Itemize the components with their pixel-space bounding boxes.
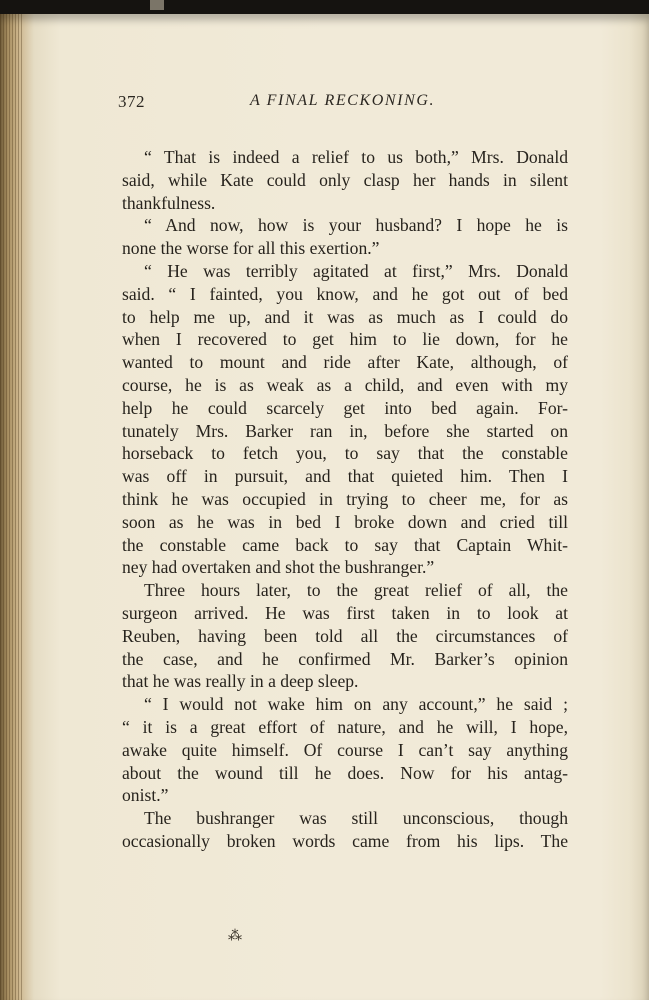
text-line: help he could scarcely get into bed again. For- (122, 397, 568, 418)
text-line: said. “ I fainted, you know, and he got out of bed (122, 283, 568, 304)
text-line: wanted to mount and ride after Kate, although, of (122, 352, 568, 373)
text-line: course, he is as weak as a child, and even with my (122, 374, 568, 395)
text-line: none the worse for all this exertion.” (122, 238, 380, 259)
text-line: The bushranger was still unconscious, though (144, 808, 568, 829)
page-edge-gutter (0, 14, 22, 1000)
page-number: 372 (118, 92, 145, 111)
text-line: ney had overtaken and shot the bushranger.” (122, 557, 435, 578)
text-line: thankfulness. (122, 192, 216, 213)
text-line: said, while Kate could only clasp her hands in silent (122, 169, 568, 190)
text-line: “ That is indeed a relief to us both,” Mrs. Donald (144, 147, 568, 167)
text-line: when I recovered to get him to lie down, for he (122, 329, 568, 350)
text-line: to help me up, and it was as much as I could do (122, 306, 568, 327)
text-line: the constable came back to say that Captain Whit- (122, 534, 568, 555)
running-head: A FINAL RECKONING. (250, 92, 436, 109)
text-line: Reuben, having been told all the circumstances of (122, 625, 568, 646)
scan-clip-mark (150, 0, 164, 10)
text-line: soon as he was in bed I broke down and cried till (122, 511, 568, 532)
text-line: tunately Mrs. Barker ran in, before she started on (122, 420, 568, 441)
page-header (118, 92, 568, 116)
text-line: “ I would not wake him on any account,” he said ; (144, 694, 568, 715)
text-line: about the wound till he does. Now for his antag- (122, 762, 568, 783)
text-line: the case, and he confirmed Mr. Barker’s opinion (122, 648, 568, 669)
text-line: “ And now, how is your husband? I hope he is (144, 215, 568, 236)
body-text (122, 146, 568, 853)
text-line: Three hours later, to the great relief of all, the (144, 580, 568, 601)
text-line: “ it is a great effort of nature, and he will, I hope, (122, 716, 568, 737)
text-line: think he was occupied in trying to cheer me, for as (122, 488, 568, 509)
text-line: awake quite himself. Of course I can’t say anything (122, 739, 568, 760)
text-line: was off in pursuit, and that quieted him. Then I (122, 466, 568, 487)
text-line: “ He was terribly agitated at first,” Mrs. Donald (144, 260, 568, 281)
text-line: onist.” (122, 785, 169, 806)
text-line: occasionally broken words came from his lips. The (122, 830, 568, 851)
text-line: horseback to fetch you, to say that the constable (122, 443, 568, 464)
text-line: that he was really in a deep sleep. (122, 671, 359, 692)
printer-ornament: ⁂ (228, 929, 242, 944)
text-line: surgeon arrived. He was first taken in to look at (122, 602, 568, 623)
